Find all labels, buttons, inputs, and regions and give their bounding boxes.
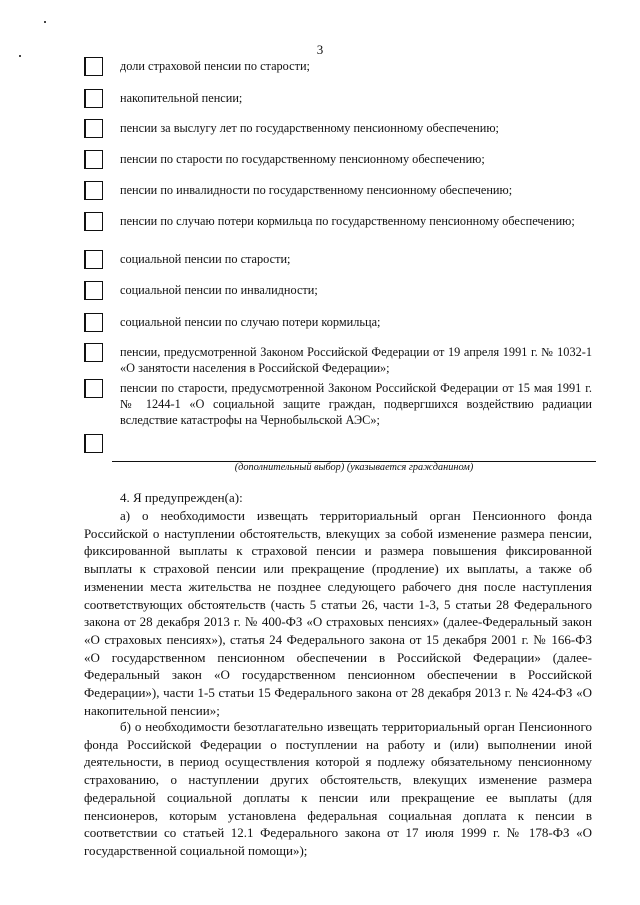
checkbox[interactable] (84, 434, 103, 453)
checkbox[interactable] (84, 281, 103, 300)
option-label: социальной пенсии по старости; (120, 252, 291, 266)
option-label: пенсии по старости по государственному пенсионному обеспечению; (120, 152, 485, 166)
checkbox[interactable] (84, 181, 103, 200)
checkbox[interactable] (84, 379, 103, 398)
checkbox[interactable] (84, 313, 103, 332)
option-label: социальной пенсии по случаю потери кормильца; (120, 315, 381, 329)
section-heading: 4. Я предупрежден(а): (120, 490, 243, 505)
option-label: пенсии, предусмотренной Законом Российской Федерации от 19 апреля 1991 г. № 1032-1 «О занятости населения в Российской Федерации»; (120, 345, 592, 375)
checkbox[interactable] (84, 89, 103, 108)
page-number: 3 (316, 42, 324, 57)
checkbox[interactable] (84, 57, 103, 76)
checkbox[interactable] (84, 119, 103, 138)
option-label: пенсии по инвалидности по государственному пенсионному обеспечению; (120, 183, 513, 197)
option-label: пенсии по случаю потери кормильца по государственному пенсионному обеспечению; (120, 214, 575, 228)
paragraph-b: б) о необходимости безотлагательно извещать территориальный орган Пенсионного фонда Российской Федерации о поступлении на работу и (или) выполнении иной деятельности, в период осуществления которой я подлежу обязательному пенсионному страхованию, о наступлении других обстоятельств, влекущих изменение размера федеральной социальной доплаты к пенсии или прекращение ее выплаты (для пенсионеров, которым установлена федеральная социальная доплата к пенсии в соответствии со статьей 12.1 Федерального закона от 17 июля 1999 г. № 178-ФЗ «О государственной социальной помощи»); (84, 719, 592, 858)
option-label: накопительной пенсии; (120, 91, 243, 105)
checkbox[interactable] (84, 150, 103, 169)
additional-choice-caption: (дополнительный выбор) (указывается гражданином) (234, 462, 474, 473)
checkbox[interactable] (84, 212, 103, 231)
option-label: пенсии по старости, предусмотренной Законом Российской Федерации от 15 мая 1991 г. № 1244-1 «О социальной защите граждан, подвергшихся воздействию радиации вследствие катастрофы на Чернобыльской АЭС»; (120, 381, 592, 427)
option-label: социальной пенсии по инвалидности; (120, 283, 318, 297)
paragraph-a: а) о необходимости извещать территориальный орган Пенсионного фонда Российской о наступлении обстоятельств, влекущих за собой изменение размера пенсии, фиксированной выплаты к страховой пенсии и размера повышения фиксированной выплаты к страховой пенсии или прекращение (продление) их выплаты, а также об изменении места жительства не позднее следующего рабочего дня после наступления соответствующих обстоятельств (часть 5 статьи 26, части 1-3, 5 статьи 28 Федерального закона от 28 декабря 2013 г. № 400-ФЗ «О страховых пенсиях» (далее-Федеральный закон «О страховых пенсиях»), статья 24 Федерального закона от 15 декабря 2001 г. № 166-ФЗ «О государственном пенсионном обеспечении в Российской Федерации» (далее-Федеральный закон «О государственном пенсионном обеспечении в Российской Федерации»), части 1-5 статьи 15 Федерального закона от 28 декабря 2013 г. № 424-ФЗ «О накопительной пенсии»; (84, 508, 592, 718)
checkbox[interactable] (84, 250, 103, 269)
checkbox[interactable] (84, 343, 103, 362)
option-label: пенсии за выслугу лет по государственному пенсионному обеспечению; (120, 121, 499, 135)
scan-dot (44, 21, 46, 23)
option-label: доли страховой пенсии по старости; (120, 59, 310, 73)
